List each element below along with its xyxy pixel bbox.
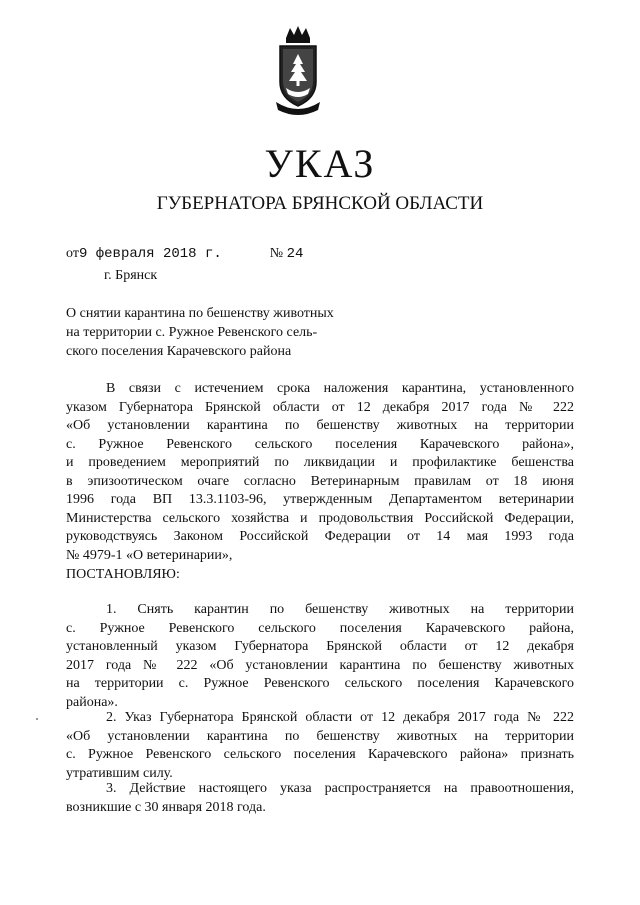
preamble-line: с. Ружное Ревенского сельского поселения Карачевского района»,	[66, 436, 574, 452]
resolve-block	[66, 566, 574, 585]
item-line: района».	[66, 694, 118, 710]
preamble-line: Министерства сельского хозяйства и продовольствия Российской Федерации,	[66, 510, 574, 526]
date-prefix: от	[66, 246, 79, 261]
subject-line: на территории с. Ружное Ревенского сель-	[66, 325, 318, 340]
subject-heading	[66, 304, 386, 361]
coat-of-arms-icon	[272, 24, 324, 116]
item-line: с. Ружное Ревенского сельского поселения Карачевского района» признать	[66, 747, 574, 762]
preamble-line: 1996 года ВП 13.3.1103-96, утвержденным Департаментом ветеринарии	[66, 492, 574, 507]
item-line: с. Ружное Ревенского сельского поселения Карачевского района,	[66, 620, 574, 636]
item-line: 2. Указ Губернатора Брянской области от 12 декабря 2017 года № 222	[106, 710, 574, 725]
resolve-word: ПОСТАНОВЛЯЮ:	[66, 567, 180, 582]
decree-item-2	[66, 709, 574, 783]
item-line: установленный указом Губернатора Брянской области от 12 декабря	[66, 639, 574, 654]
date-value: 9 февраля 2018 г.	[78, 246, 222, 262]
subject-line: ского поселения Карачевского района	[66, 344, 292, 359]
city: г. Брянск	[104, 268, 158, 283]
decree-item-3	[66, 780, 574, 817]
subject-line: О снятии карантина по бешенству животных	[66, 306, 334, 321]
scan-speck	[36, 718, 38, 720]
preamble-paragraph	[66, 380, 574, 565]
item-line: утратившим силу.	[66, 765, 173, 781]
document-subtitle: ГУБЕРНАТОРА БРЯНСКОЙ ОБЛАСТИ	[156, 193, 484, 214]
number-value: 24	[286, 246, 304, 262]
preamble-line: указом Губернатора Брянской области от 12 декабря 2017 года № 222	[66, 399, 574, 415]
document-title: УКАЗ	[264, 141, 376, 186]
preamble-line: и проведением мероприятий по ликвидации и профилактике бешенства	[66, 455, 574, 470]
item-line: 1. Снять карантин по бешенству животных на территории	[106, 602, 574, 617]
preamble-line: «Об установлении карантина по бешенству животных на территории	[66, 418, 574, 433]
item-line: возникшие с 30 января 2018 года.	[66, 799, 266, 815]
item-line: «Об установлении карантина по бешенству животных на территории	[66, 728, 574, 744]
number-sign: №	[269, 246, 284, 261]
date-number-row	[66, 245, 303, 263]
item-line: 2017 года № 222 «Об установлении карантина по бешенству животных	[66, 657, 574, 673]
preamble-line: № 4979-1 «О ветеринарии»,	[66, 547, 233, 563]
item-line: на территории с. Ружное Ревенского сельского поселения Карачевского	[66, 676, 574, 691]
preamble-line: в эпизоотическом очаге согласно Ветеринарным правилам от 18 июня	[66, 473, 574, 489]
item-line: 3. Действие настоящего указа распространяется на правоотношения,	[106, 781, 574, 796]
preamble-line: В связи с истечением срока наложения карантина, установленного	[106, 381, 574, 396]
decree-item-1	[66, 601, 574, 712]
preamble-line: руководствуясь Законом Российской Федерации от 14 мая 1993 года	[66, 529, 574, 544]
